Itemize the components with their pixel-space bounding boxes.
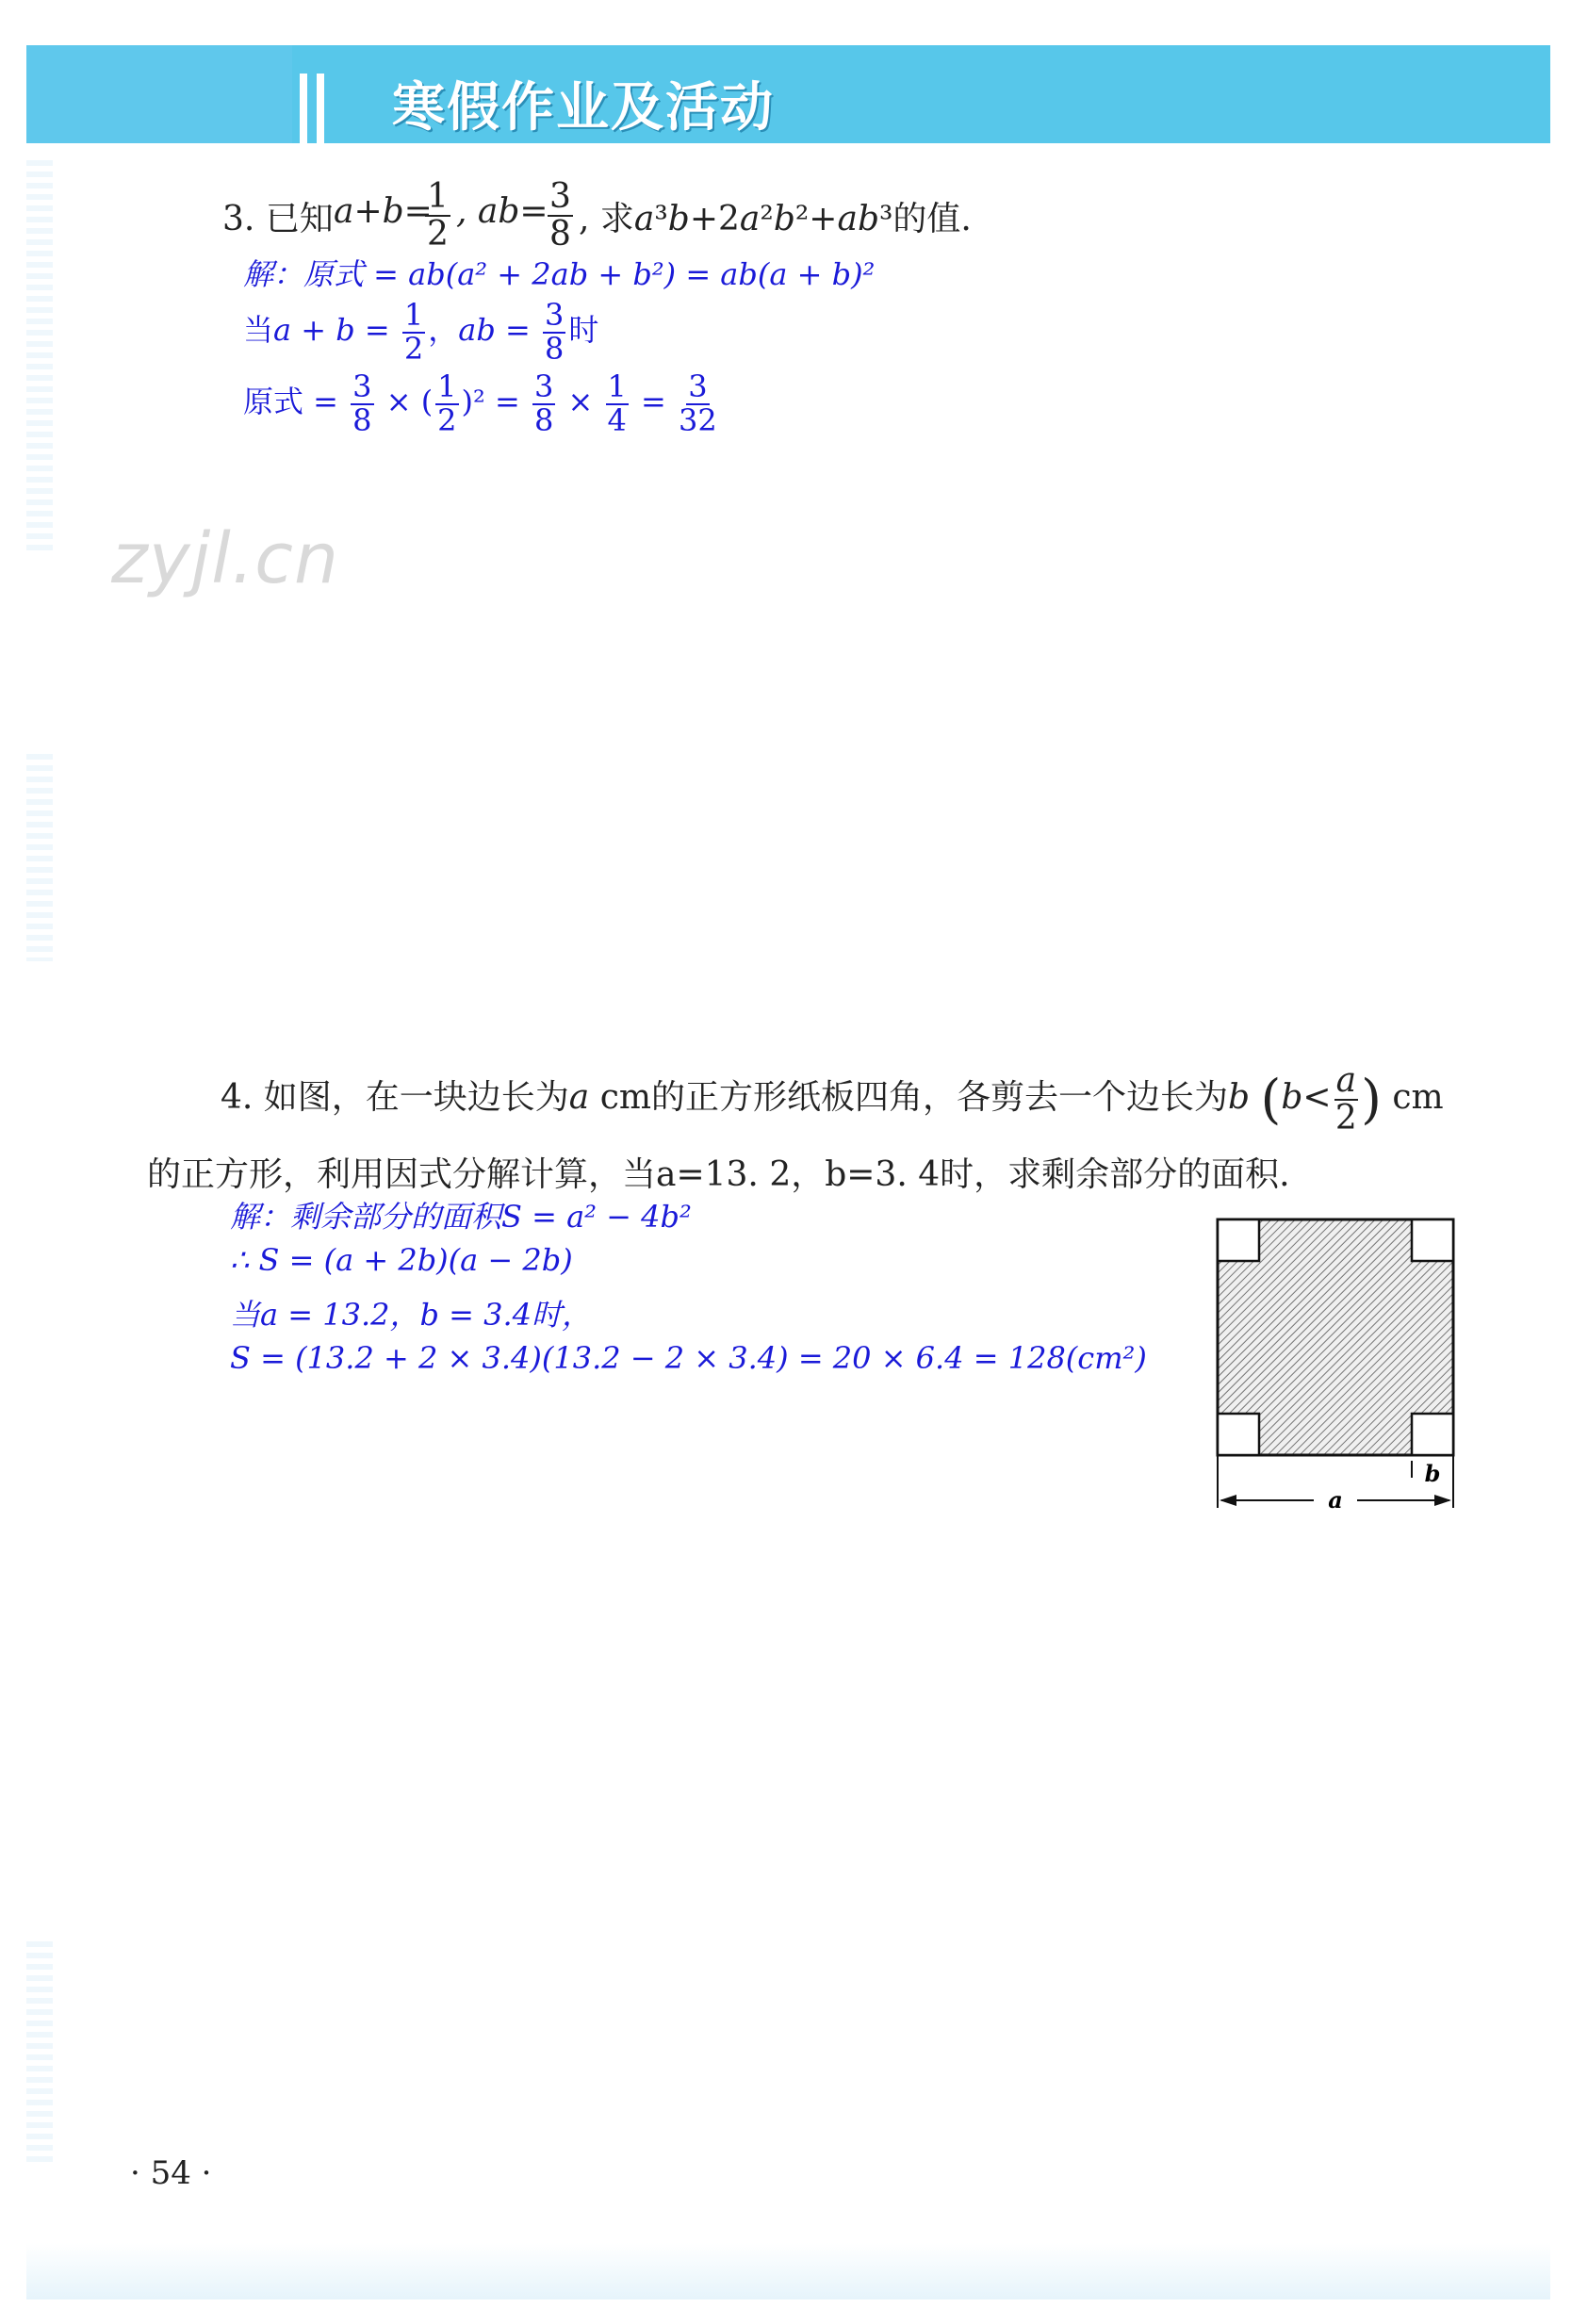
fraction-one-half: $\frac{1}{2}$ (427, 177, 449, 254)
question-4-line-1: 4. 如图，在一块边长为a cm的正方形纸板四角，各剪去一个边长为b (b< $\frac{a}{2}$ ) cm (221, 1061, 1444, 1137)
corner-cut-top-right (1412, 1219, 1453, 1261)
page-number: · 54 · (130, 2154, 212, 2192)
corner-cut-bottom-right (1412, 1414, 1453, 1455)
question-3-tail: , 求a³b+2a²b²+ab³的值. (579, 200, 972, 238)
answer-3-line-3: 原式 = $\frac{3}{8}$ × ( $\frac{1}{2}$ )² = $\frac{3}{8}$ × $\frac{1}{4}$ = $\frac{3}{32}$ (243, 368, 717, 438)
answer-3-line-2: 当a + b = $\frac{1}{2}$ ，ab = $\frac{3}{8}$ 时 (243, 297, 599, 367)
label-b: b (1424, 1460, 1441, 1487)
answer-3-line-1: 解：原式 = ab(a² + 2ab + b²) = ab(a + b)² (243, 256, 876, 292)
question-3-prefix: 3. 已知 (222, 200, 334, 238)
page-edge-decoration (26, 754, 53, 961)
corner-cut-bottom-left (1218, 1414, 1259, 1455)
fraction-three-eighths: $\frac{3}{8}$ (549, 177, 571, 254)
square-cutout-figure (1210, 1208, 1483, 1519)
question-3-math-ab: , ab= (456, 192, 548, 231)
answer-4-line-4: S = (13.2 + 2 × 3.4)(13.2 − 2 × 3.4) = 20 × 6.4 = 128(cm²) (230, 1340, 1147, 1376)
footer-band (26, 2243, 1550, 2299)
page-edge-decoration (26, 1941, 53, 2168)
header-banner-block (26, 45, 292, 143)
answer-4-line-2: ∴ S = (a + 2b)(a − 2b) (230, 1242, 573, 1278)
corner-cut-top-left (1218, 1219, 1259, 1261)
page-edge-decoration (26, 160, 53, 556)
label-a: a (1328, 1486, 1343, 1514)
answer-4-line-1: 解：剩余部分的面积S = a² − 4b² (230, 1199, 692, 1235)
question-3-math-a-plus-b: a+b= (334, 192, 433, 231)
watermark: zyjl.cn (111, 518, 339, 599)
page-title: 寒假作业及活动 (392, 77, 775, 139)
answer-4-line-3: 当a = 13.2，b = 3.4时， (230, 1297, 593, 1333)
question-4-line-2: 的正方形，利用因式分解计算，当a=13. 2，b=3. 4时，求剩余部分的面积. (147, 1155, 1290, 1194)
header-banner (26, 45, 1550, 143)
